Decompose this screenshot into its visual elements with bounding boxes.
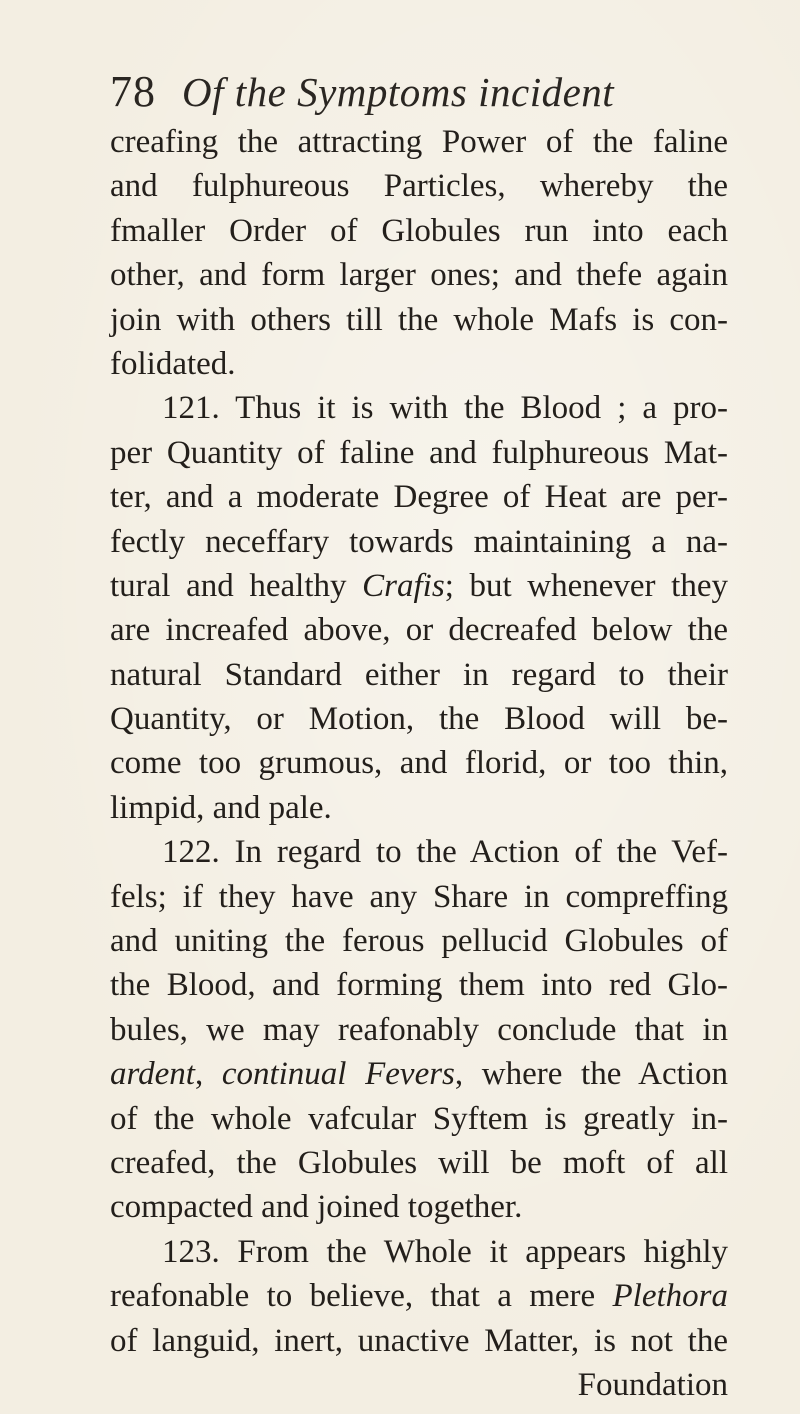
text-line bbox=[110, 1185, 728, 1229]
text-line bbox=[110, 564, 728, 608]
text-line bbox=[110, 963, 728, 1007]
text-line bbox=[110, 786, 728, 830]
text-segment: ter, and a moderate Degree of Heat are per- bbox=[110, 479, 728, 516]
text-line bbox=[110, 298, 728, 342]
text-line bbox=[110, 431, 728, 475]
text-line bbox=[110, 475, 728, 519]
text-segment: fectly neceffary towards maintaining a na- bbox=[110, 523, 728, 560]
text-segment: reafonable to believe, that a mere bbox=[110, 1278, 613, 1315]
text-line bbox=[110, 1008, 728, 1052]
text-line bbox=[110, 1363, 728, 1407]
text-segment: are increafed above, or decreafed below the bbox=[110, 612, 728, 649]
text-line bbox=[110, 1319, 728, 1363]
text-segment: tural and healthy bbox=[110, 567, 363, 604]
text-segment: limpid, and pale. bbox=[110, 789, 332, 826]
text-segment: and fulphureous Particles, whereby the bbox=[110, 168, 728, 205]
text-line bbox=[110, 164, 728, 208]
text-line bbox=[110, 697, 728, 741]
text-segment: 123. From the Whole it appears highly bbox=[162, 1233, 728, 1270]
text-segment: 122. In regard to the Action of the Vef- bbox=[162, 834, 728, 871]
text-segment: , where the Action bbox=[454, 1056, 728, 1093]
italic-text: Plethora bbox=[612, 1278, 728, 1315]
text-segment: and uniting the ferous pellucid Globules of bbox=[110, 923, 728, 960]
text-segment: per Quantity of faline and fulphureous Mat- bbox=[110, 434, 728, 471]
page-number: 78 bbox=[110, 67, 156, 116]
text-line bbox=[110, 209, 728, 253]
italic-text: Crafis bbox=[362, 567, 445, 604]
text-segment: compacted and joined together. bbox=[110, 1189, 523, 1226]
text-line bbox=[110, 608, 728, 652]
text-segment: folidated. bbox=[110, 345, 236, 382]
text-segment: bules, we may reafonably conclude that in bbox=[110, 1011, 728, 1048]
text-line bbox=[110, 386, 728, 430]
text-segment: Quantity, or Motion, the Blood will be- bbox=[110, 701, 728, 738]
text-segment: join with others till the whole Mafs is con- bbox=[110, 301, 728, 338]
text-line bbox=[110, 830, 728, 874]
body-text bbox=[110, 120, 728, 1407]
text-segment: natural Standard either in regard to their bbox=[110, 656, 728, 693]
text-segment: creafing the attracting Power of the faline bbox=[110, 124, 728, 160]
text-line bbox=[110, 1097, 728, 1141]
text-line bbox=[110, 653, 728, 697]
text-line bbox=[110, 919, 728, 963]
italic-text: ardent bbox=[110, 1056, 195, 1093]
text-segment: of the whole vafcular Syftem is greatly in- bbox=[110, 1100, 728, 1137]
text-line bbox=[110, 253, 728, 297]
text-segment: other, and form larger ones; and thefe again bbox=[110, 257, 728, 294]
text-line bbox=[110, 120, 728, 164]
running-title: Of the Symptoms incident bbox=[182, 69, 615, 115]
text-segment: ; but whenever they bbox=[444, 567, 728, 604]
running-head bbox=[110, 66, 710, 116]
text-line bbox=[110, 1141, 728, 1185]
text-segment: Foundation bbox=[577, 1366, 728, 1403]
text-segment: of languid, inert, unactive Matter, is not the bbox=[110, 1322, 728, 1359]
text-segment: 121. Thus it is with the Blood ; a pro- bbox=[162, 390, 728, 427]
text-segment: , bbox=[194, 1056, 222, 1093]
text-line bbox=[110, 741, 728, 785]
text-segment: fmaller Order of Globules run into each bbox=[110, 212, 728, 249]
text-line bbox=[110, 875, 728, 919]
italic-text: continual Fevers bbox=[221, 1056, 455, 1093]
text-line bbox=[110, 342, 728, 386]
text-segment: come too grumous, and florid, or too thin, bbox=[110, 745, 728, 782]
text-segment: the Blood, and forming them into red Glo- bbox=[110, 967, 728, 1004]
text-segment: creafed, the Globules will be moft of all bbox=[110, 1144, 728, 1181]
text-line bbox=[110, 1274, 728, 1318]
text-line bbox=[110, 520, 728, 564]
text-line bbox=[110, 1230, 728, 1274]
text-line bbox=[110, 1052, 728, 1096]
text-segment: fels; if they have any Share in compreffing bbox=[110, 878, 728, 915]
